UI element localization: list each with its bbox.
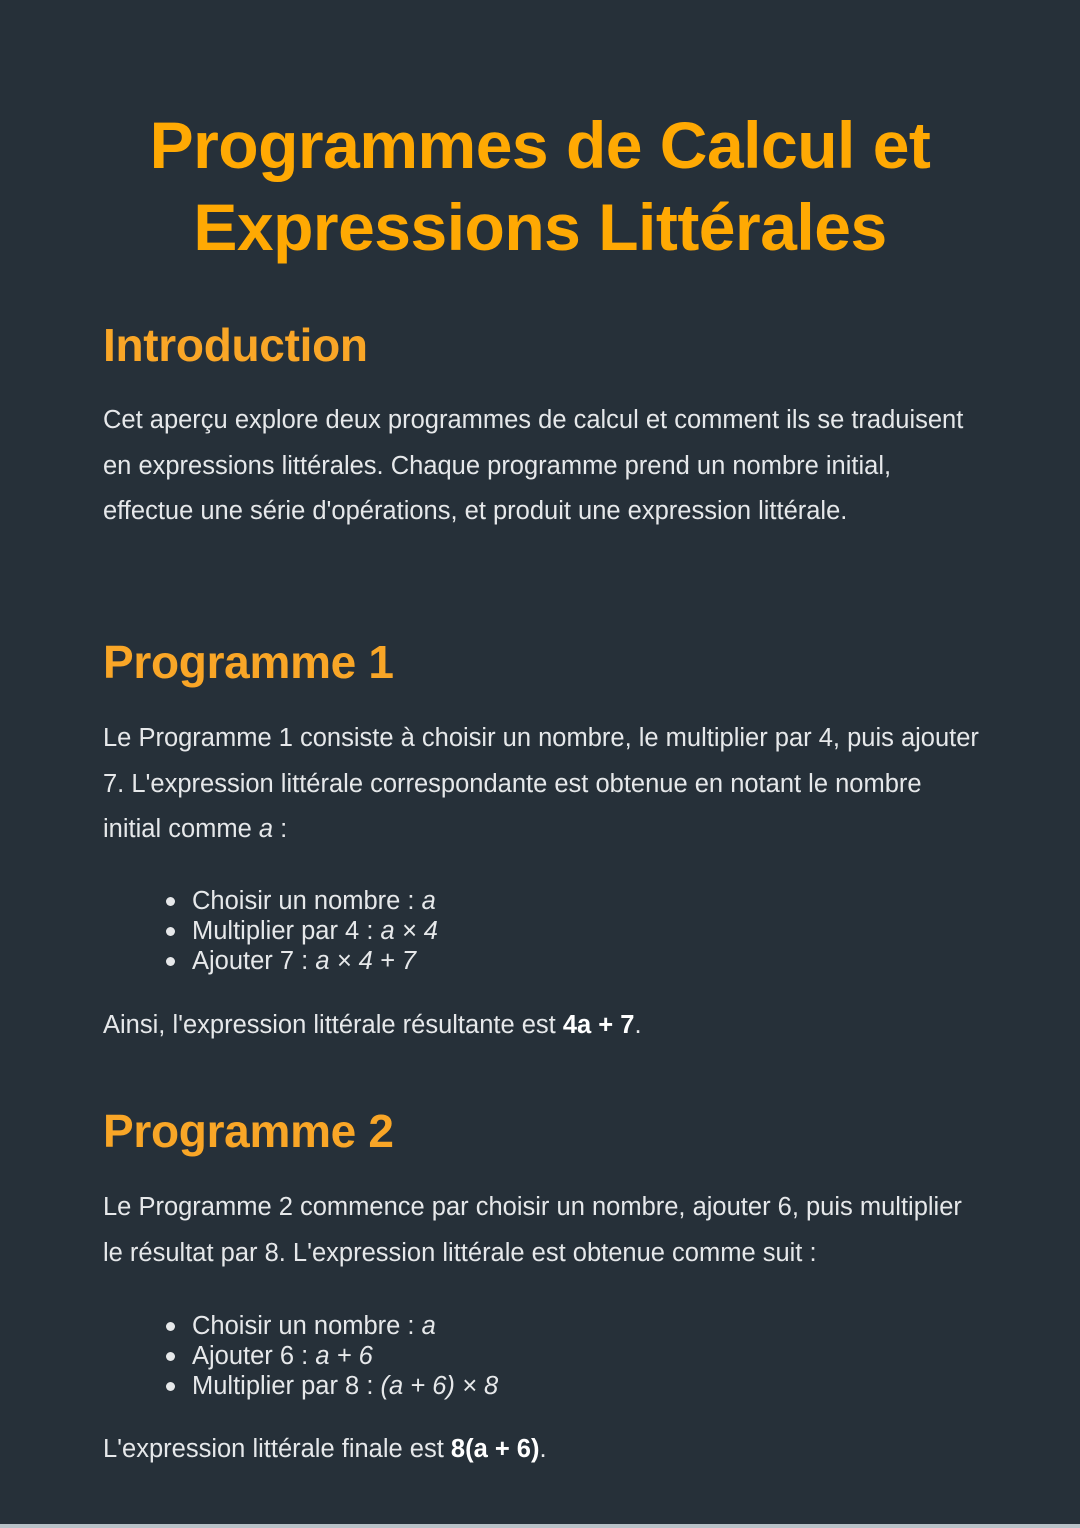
- result-suffix: .: [634, 1011, 642, 1039]
- step-label: Choisir un nombre :: [192, 1312, 422, 1340]
- result-expression: 8(a + 6): [450, 1435, 540, 1463]
- result-text: L'expression littérale finale est: [103, 1435, 451, 1463]
- step-label: Ajouter 7 :: [192, 947, 316, 975]
- programme-1-text-end: :: [273, 815, 288, 843]
- programme-2-result: [103, 1427, 983, 1473]
- introduction-heading: Introduction: [103, 319, 368, 371]
- bullet-icon: [166, 1382, 175, 1391]
- result-text: Ainsi, l'expression littérale résultante est: [103, 1011, 563, 1039]
- step-label: Ajouter 6 :: [192, 1342, 316, 1370]
- bullet-icon: [166, 1322, 175, 1331]
- programme-1-heading: Programme 1: [103, 636, 394, 688]
- introduction-paragraph: Cet aperçu explore deux programmes de calcul et comment ils se traduisent en expressions littérales. Chaque programme prend un nombre initial, effectue une série d'opérations, et produit une expression littérale.: [103, 406, 964, 525]
- list-item: [192, 946, 438, 976]
- bullet-icon: [166, 897, 175, 906]
- result-expression: 4a + 7: [562, 1011, 635, 1039]
- variable-a: a: [258, 815, 274, 843]
- page-bottom-edge: [0, 1524, 1080, 1528]
- step-expression: a: [421, 887, 436, 915]
- title-line-2: Expressions Littérales: [193, 190, 887, 264]
- bullet-icon: [166, 957, 175, 966]
- page-title: [0, 104, 1080, 268]
- list-item: [192, 1371, 498, 1401]
- step-label: Choisir un nombre :: [192, 887, 422, 915]
- programme-1-steps: [162, 886, 438, 976]
- programme-2-paragraph: Le Programme 2 commence par choisir un nombre, ajouter 6, puis multiplier le résultat par 8. L'expression littérale est obtenue comme suit :: [103, 1193, 962, 1267]
- step-expression: a × 4: [380, 917, 438, 945]
- bullet-icon: [166, 1352, 175, 1361]
- programme-1-result: [103, 1003, 983, 1049]
- list-item: [192, 916, 438, 946]
- programme-2-steps: [162, 1311, 498, 1401]
- list-item: [192, 1341, 498, 1371]
- programme-2-heading: Programme 2: [103, 1105, 394, 1157]
- list-item: [192, 886, 438, 916]
- list-item: [192, 1311, 498, 1341]
- step-label: Multiplier par 4 :: [192, 917, 381, 945]
- step-label: Multiplier par 8 :: [192, 1372, 381, 1400]
- step-expression: a: [421, 1312, 436, 1340]
- programme-1-paragraph: [103, 716, 983, 853]
- bullet-icon: [166, 927, 175, 936]
- step-expression: a × 4 + 7: [315, 947, 416, 975]
- programme-1-text: Le Programme 1 consiste à choisir un nombre, le multiplier par 4, puis ajouter 7. L'expression littérale correspondante est obtenue en notant le nombre initial comme: [103, 724, 979, 843]
- title-line-1: Programmes de Calcul et: [149, 108, 931, 182]
- result-suffix: .: [539, 1435, 547, 1463]
- step-expression: (a + 6) × 8: [380, 1372, 499, 1400]
- step-expression: a + 6: [315, 1342, 373, 1370]
